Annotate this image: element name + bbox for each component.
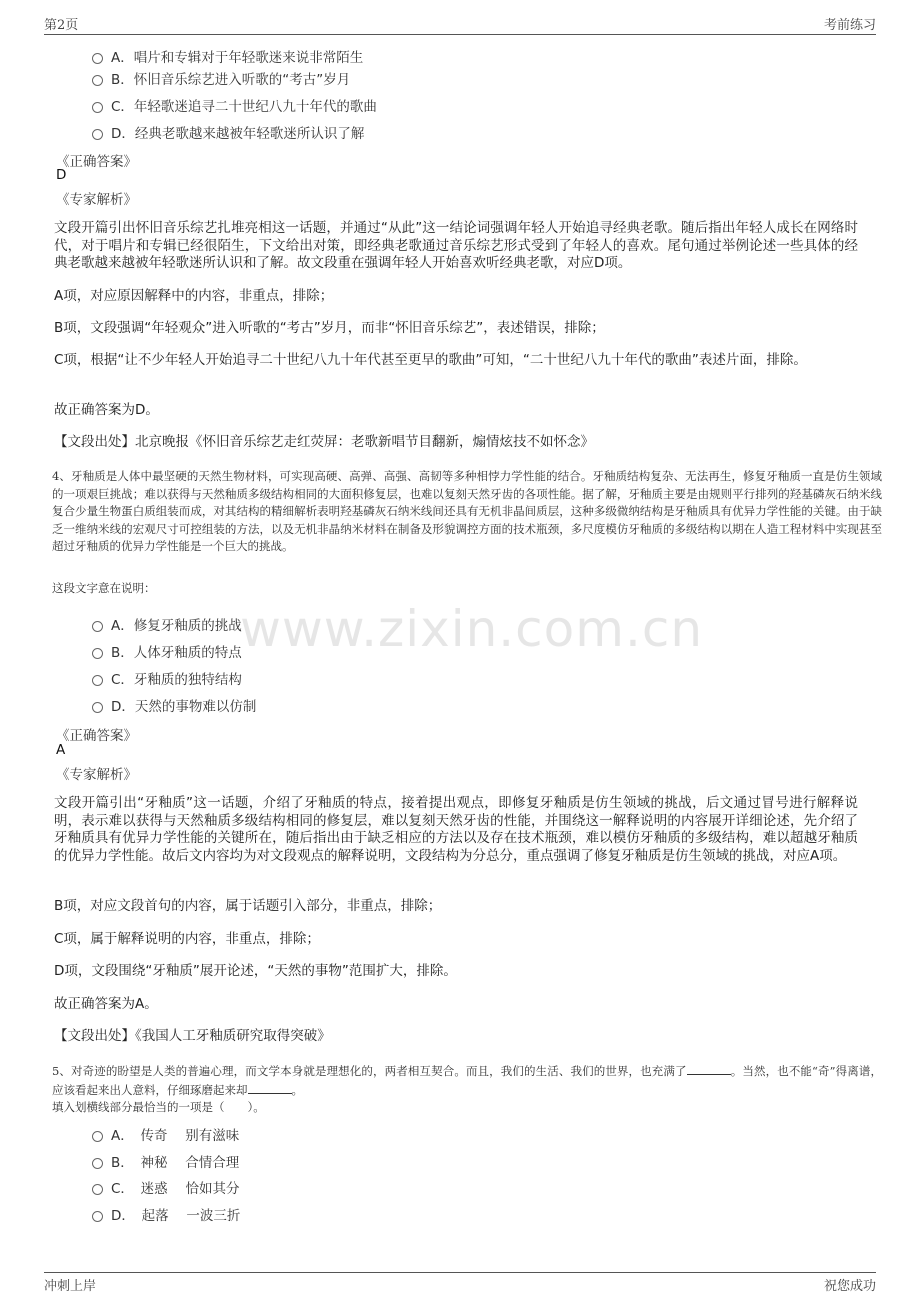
q3-conclusion: 故正确答案为D。 xyxy=(54,402,159,418)
option-label: A． 传奇 别有滋味 xyxy=(111,1128,240,1144)
radio-icon[interactable] xyxy=(92,53,103,64)
option-label: B． 神秘 合情合理 xyxy=(111,1155,240,1171)
q4-source: 【文段出处】《我国人工牙釉质研究取得突破》 xyxy=(54,1028,331,1044)
q4-answer-tag: 《正确答案》 xyxy=(56,728,137,744)
header-title: 考前练习 xyxy=(823,18,876,33)
fill-blank-1[interactable] xyxy=(687,1062,731,1075)
fill-blank-2[interactable] xyxy=(248,1081,292,1094)
q3-option-a[interactable] xyxy=(92,46,363,66)
watermark: www.zixin.com.cn xyxy=(240,600,704,658)
q3-source: 【文段出处】北京晚报《怀旧音乐综艺走红荧屏：老歌新唱节目翻新，煽情炫技不如怀念》 xyxy=(54,434,594,450)
q4-analysis-tag: 《专家解析》 xyxy=(56,767,137,783)
q3-analysis-tag: 《专家解析》 xyxy=(56,192,137,208)
footer-right: 祝您成功 xyxy=(823,1279,876,1294)
q4-analysis-c: C项，属于解释说明的内容，非重点，排除； xyxy=(54,931,320,947)
radio-icon[interactable] xyxy=(92,702,103,713)
q4-conclusion: 故正确答案为A。 xyxy=(54,996,158,1012)
q3-answer-tag: 《正确答案》 xyxy=(56,154,137,170)
radio-icon[interactable] xyxy=(92,648,103,659)
q4-stem: 4、牙釉质是人体中最坚硬的天然生物材料，可实现高硬、高弹、高强、高韧等多种相悖力学性能的结合。牙釉质结构复杂、无法再生，修复牙釉质一直是仿生领域的一项艰巨挑战；难以获得与天然釉质多级结构相同的大面积修复层，也难以复刻天然牙齿的各项性能。据了解，牙釉质主要是由规则平行排列的羟基磷灰石纳米线复合少量生物蛋白质组装而成，对其结构的精细解析表明羟基磷灰石纳米线间还具有无机非晶间质层，这种多级微纳结构是牙釉质具有优异力学性能的关键。由于缺乏一维纳米线的宏观尺寸可控组装的方法，以及无机非晶纳米材料在制备及形貌调控方面的技术瓶颈，多尺度模仿牙釉质的多级结构以期在人造工程材料中实现甚至超过牙釉质的优异力学性能是一个巨大的挑战。 xyxy=(52,469,882,553)
q3-option-d[interactable] xyxy=(92,122,364,142)
q4-analysis-b: B项，对应文段首句的内容，属于话题引入部分，非重点，排除； xyxy=(54,898,442,914)
option-label: C． 迷惑 恰如其分 xyxy=(111,1181,240,1197)
radio-icon[interactable] xyxy=(92,75,103,86)
option-label: B．人体牙釉质的特点 xyxy=(111,645,242,661)
radio-icon[interactable] xyxy=(92,621,103,632)
q5-stem-part-1: 5、对奇迹的盼望是人类的普遍心理，而文学本身就是理想化的，两者相互契合。而且，我们的生活、我们的世界，也充满了 xyxy=(52,1064,687,1078)
q4-option-d[interactable] xyxy=(92,695,256,715)
option-label: D．天然的事物难以仿制 xyxy=(111,699,257,715)
q3-analysis-paragraph: 文段开篇引出怀旧音乐综艺扎堆亮相这一话题，并通过“从此”这一结论词强调年轻人开始追寻经典老歌。随后指出年轻人成长在网络时代，对于唱片和专辑已经很陌生，下文给出对策，即经典老歌通过音乐综艺形式受到了年轻人的喜欢。尾句通过举例论述一些具体的经典老歌越来越被年轻歌迷所认识和了解。故文段重在强调年轻人开始喜欢听经典老歌，对应D项。 xyxy=(54,220,858,271)
q4-question: 这段文字意在说明： xyxy=(52,581,156,595)
option-label: B．怀旧音乐综艺进入听歌的“考古”岁月 xyxy=(111,72,351,88)
q5-option-b[interactable] xyxy=(92,1151,239,1171)
q5-option-c[interactable] xyxy=(92,1177,239,1197)
option-label: D．经典老歌越来越被年轻歌迷所认识了解 xyxy=(111,126,365,142)
page-number: 第2页 xyxy=(44,18,79,33)
radio-icon[interactable] xyxy=(92,1131,103,1142)
q4-analysis-paragraph: 文段开篇引出“牙釉质”这一话题，介绍了牙釉质的特点，接着提出观点，即修复牙釉质是仿生领域的挑战，后文通过冒号进行解释说明，表示难以获得与天然釉质多级结构相同的修复层，难以复刻天然牙齿的性能，并围绕这一解释说明的内容展开详细论述，先介绍了牙釉质具有优异力学性能的关键所在，随后指出由于缺乏相应的方法以及存在技术瓶颈，难以模仿牙釉质的多级结构，难以超越牙釉质的优异力学性能。故后文内容均为对文段观点的解释说明，文段结构为分总分，重点强调了修复牙釉质是仿生领域的挑战，对应A项。 xyxy=(54,795,858,864)
option-label: D． 起落 一波三折 xyxy=(111,1208,241,1224)
q3-answer: D xyxy=(56,167,67,183)
q3-analysis-b: B项，文段强调“年轻观众”进入听歌的“考古”岁月，而非“怀旧音乐综艺”，表述错误，排除； xyxy=(54,320,605,336)
q3-analysis-a: A项，对应原因解释中的内容，非重点，排除； xyxy=(54,288,334,304)
option-label: A．唱片和专辑对于年轻歌迷来说非常陌生 xyxy=(111,50,364,66)
q5-stem-part-2: 。当然，也不能“奇”得离谱，应该看起来出人意料，仔细琢磨起来却 xyxy=(52,1064,882,1097)
radio-icon[interactable] xyxy=(92,1211,103,1222)
q4-option-a[interactable] xyxy=(92,614,242,634)
radio-icon[interactable] xyxy=(92,675,103,686)
q5-question: 填入划横线部分最恰当的一项是（ ）。 xyxy=(52,1100,265,1114)
q5-option-a[interactable] xyxy=(92,1124,239,1144)
option-label: C．牙釉质的独特结构 xyxy=(111,672,242,688)
q4-analysis-d: D项，文段围绕“牙釉质”展开论述，“天然的事物”范围扩大，排除。 xyxy=(54,963,457,979)
q4-answer: A xyxy=(56,742,66,758)
option-label: A．修复牙釉质的挑战 xyxy=(111,618,242,634)
page-footer xyxy=(44,1272,876,1294)
radio-icon[interactable] xyxy=(92,102,103,113)
option-label: C．年轻歌迷追寻二十世纪八九十年代的歌曲 xyxy=(111,99,377,115)
footer-left: 冲刺上岸 xyxy=(44,1279,97,1294)
radio-icon[interactable] xyxy=(92,1158,103,1169)
radio-icon[interactable] xyxy=(92,1184,103,1195)
q4-option-c[interactable] xyxy=(92,668,242,688)
q5-stem-part-3: 。 xyxy=(291,1082,303,1097)
q3-option-b[interactable] xyxy=(92,68,350,88)
radio-icon[interactable] xyxy=(92,129,103,140)
page-header xyxy=(44,14,876,35)
q3-analysis-c: C项，根据“让不少年轻人开始追寻二十世纪八九十年代甚至更早的歌曲”可知，“二十世纪八九十年代的歌曲”表述片面，排除。 xyxy=(54,352,807,368)
q3-option-c[interactable] xyxy=(92,95,377,115)
q5-stem xyxy=(52,1062,882,1099)
q5-option-d[interactable] xyxy=(92,1204,240,1224)
q4-option-b[interactable] xyxy=(92,641,242,661)
